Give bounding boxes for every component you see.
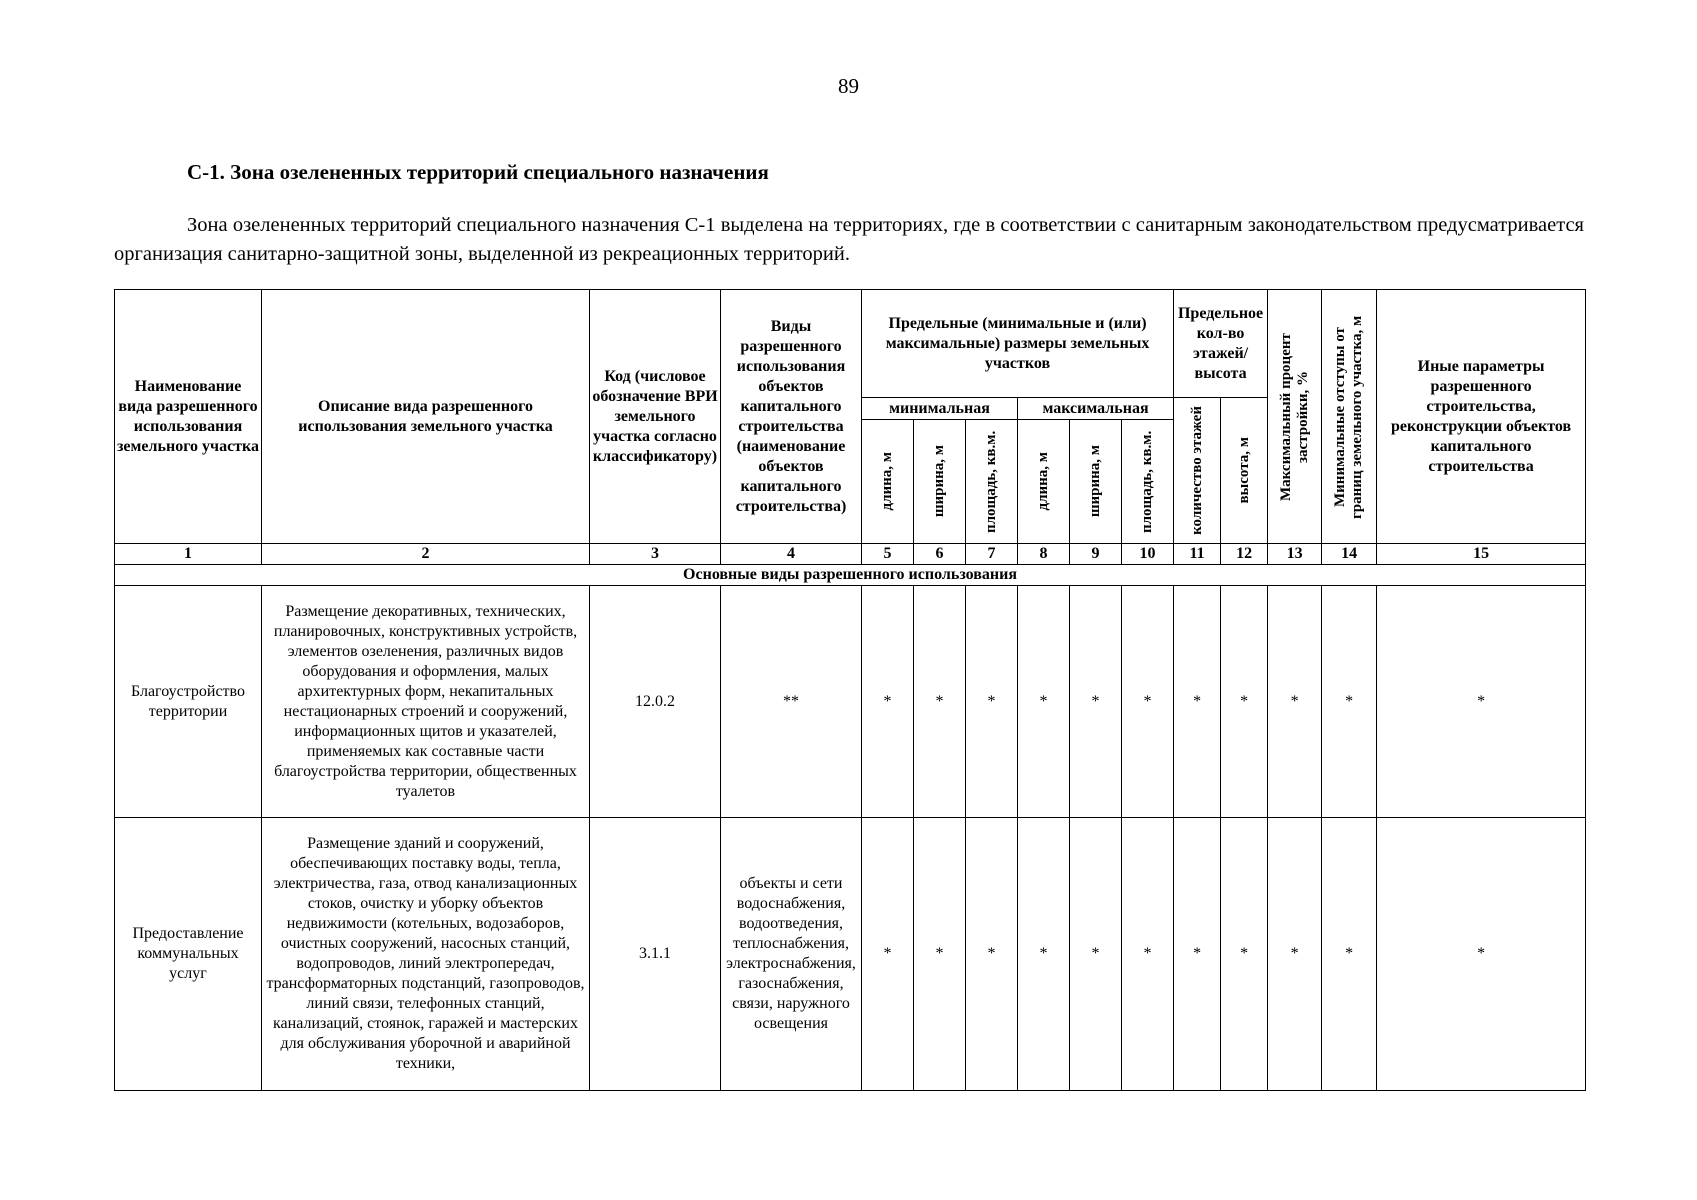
use-code: 12.0.2 bbox=[590, 586, 721, 818]
page-number: 89 bbox=[838, 74, 859, 98]
header-max-area: площадь, кв.м. bbox=[1122, 420, 1174, 544]
header-height: высота, м bbox=[1221, 398, 1268, 544]
param-cell: * bbox=[1377, 818, 1586, 1091]
header-code: Код (числовое обозначение ВРИ земельного участка согласно классификатору) bbox=[590, 290, 721, 544]
col-number: 1 bbox=[115, 544, 262, 565]
header-plot-limits: Предельные (минимальные и (или) максимальные) размеры земельных участков bbox=[862, 290, 1174, 398]
col-number: 3 bbox=[590, 544, 721, 565]
param-cell: * bbox=[1221, 586, 1268, 818]
param-cell: * bbox=[1377, 586, 1586, 818]
header-objects: Виды разрешенного использования объектов капитального строительства (наименование объектов капитального строительства) bbox=[721, 290, 862, 544]
header-floors: количество этажей bbox=[1174, 398, 1221, 544]
param-cell: * bbox=[862, 818, 914, 1091]
col-number: 6 bbox=[914, 544, 966, 565]
use-description: Размещение зданий и сооружений, обеспечивающих поставку воды, тепла, электричества, газа, отвод канализационных стоков, очистку и уборку объектов недвижимости (котельных, водозаборов, очистных сооружений, насосных станций, водопроводов, линий электропередач, трансформаторных подстанций, газопроводов, линий связи, телефонных станций, канализаций, стоянок, гаражей и мастерских для обслуживания уборочной и аварийной техники, bbox=[262, 818, 590, 1091]
param-cell: * bbox=[1174, 818, 1221, 1091]
param-cell: * bbox=[1322, 586, 1377, 818]
param-cell: * bbox=[914, 586, 966, 818]
use-description: Размещение декоративных, технических, планировочных, конструктивных устройств, элементов озеленения, различных видов оборудования и оформления, малых архитектурных форм, некапитальных нестационарных строений и сооружений, информационных щитов и указателей, применяемых как составные части благоустройства территории, общественных туалетов bbox=[262, 586, 590, 818]
header-min-length: длина, м bbox=[862, 420, 914, 544]
col-number: 12 bbox=[1221, 544, 1268, 565]
col-number: 11 bbox=[1174, 544, 1221, 565]
param-cell: * bbox=[1070, 586, 1122, 818]
param-cell: * bbox=[862, 586, 914, 818]
header-max: максимальная bbox=[1018, 398, 1174, 420]
use-objects: ** bbox=[721, 586, 862, 818]
header-floors-group: Предельное кол-во этажей/ высота bbox=[1174, 290, 1268, 398]
param-cell: * bbox=[1018, 818, 1070, 1091]
param-cell: * bbox=[966, 586, 1018, 818]
use-objects: объекты и сети водоснабжения, водоотведения, теплоснабжения, электроснабжения, газоснабжения, связи, наружного освещения bbox=[721, 818, 862, 1091]
header-use-name: Наименование вида разрешенного использования земельного участка bbox=[115, 290, 262, 544]
header-min: минимальная bbox=[862, 398, 1018, 420]
param-cell: * bbox=[1268, 586, 1322, 818]
param-cell: * bbox=[1018, 586, 1070, 818]
header-max-width: ширина, м bbox=[1070, 420, 1122, 544]
param-cell: * bbox=[1122, 818, 1174, 1091]
param-cell: * bbox=[1322, 818, 1377, 1091]
param-cell: * bbox=[966, 818, 1018, 1091]
col-number: 10 bbox=[1122, 544, 1174, 565]
param-cell: * bbox=[1122, 586, 1174, 818]
col-number: 8 bbox=[1018, 544, 1070, 565]
col-number: 14 bbox=[1322, 544, 1377, 565]
param-cell: * bbox=[1070, 818, 1122, 1091]
param-cell: * bbox=[914, 818, 966, 1091]
section-heading: С-1. Зона озелененных территорий специального назначения bbox=[187, 160, 769, 184]
use-code: 3.1.1 bbox=[590, 818, 721, 1091]
col-number: 7 bbox=[966, 544, 1018, 565]
param-cell: * bbox=[1174, 586, 1221, 818]
col-number: 9 bbox=[1070, 544, 1122, 565]
header-max-length: длина, м bbox=[1018, 420, 1070, 544]
col-number: 15 bbox=[1377, 544, 1586, 565]
intro-paragraph: Зона озелененных территорий специального назначения С-1 выделена на территориях, где в соответствии с санитарным законодательством предусматривается организация санитарно-защитной зоны, выделенной из рекреационных территорий. bbox=[114, 214, 1584, 265]
header-description: Описание вида разрешенного использования земельного участка bbox=[262, 290, 590, 544]
param-cell: * bbox=[1268, 818, 1322, 1091]
header-min-area: площадь, кв.м. bbox=[966, 420, 1018, 544]
col-number: 2 bbox=[262, 544, 590, 565]
header-coverage: Максимальный процент застройки, % bbox=[1268, 290, 1322, 544]
header-setback: Минимальные отступы от границ земельного участка, м bbox=[1322, 290, 1377, 544]
section-title: Основные виды разрешенного использования bbox=[115, 565, 1586, 586]
param-cell: * bbox=[1221, 818, 1268, 1091]
table-row bbox=[115, 586, 1586, 818]
regulations-table bbox=[114, 289, 1586, 1091]
use-name: Благоустройство территории bbox=[115, 586, 262, 818]
header-min-width: ширина, м bbox=[914, 420, 966, 544]
col-number: 5 bbox=[862, 544, 914, 565]
table-row bbox=[115, 818, 1586, 1091]
header-other-params: Иные параметры разрешенного строительства, реконструкции объектов капитального строительства bbox=[1377, 290, 1586, 544]
col-number: 4 bbox=[721, 544, 862, 565]
use-name: Предоставление коммунальных услуг bbox=[115, 818, 262, 1091]
col-number: 13 bbox=[1268, 544, 1322, 565]
